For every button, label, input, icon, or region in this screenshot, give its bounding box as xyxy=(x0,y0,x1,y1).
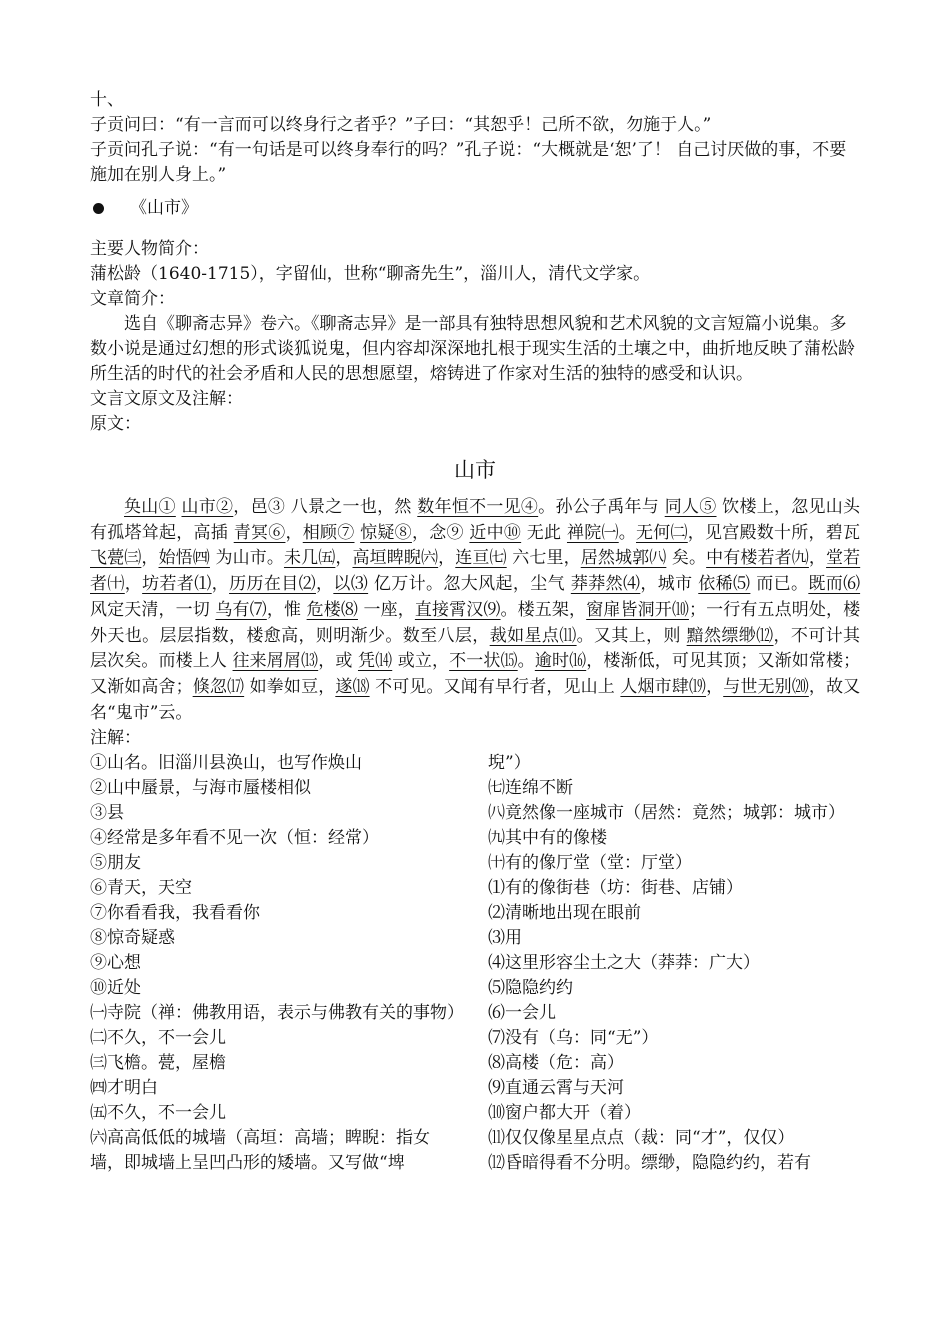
text-segment: ， xyxy=(285,522,303,543)
annotated-term: 莽莽然⑷ xyxy=(570,574,641,595)
note-item: ⑤朋友 xyxy=(90,853,141,874)
note-item: ㈡不久，不一会儿 xyxy=(90,1028,226,1049)
text-segment: 或立， xyxy=(392,651,450,672)
annotated-term: 堂若者㈩ xyxy=(90,548,861,595)
annotated-term: 历历在目⑵ xyxy=(229,574,316,595)
note-item: ⑾仅仅像星星点点（裁：同“才”，仅仅） xyxy=(488,1128,795,1149)
text-segment: 。 xyxy=(517,651,535,672)
annotated-term: 青冥⑥ xyxy=(233,522,286,543)
annotated-term: 近中⑩ xyxy=(469,522,522,543)
annotated-term: 中有楼若者㈨ xyxy=(706,548,809,569)
bullet-title: 《山市》 xyxy=(130,198,198,218)
note-item: ㈥高高低低的城墙（高垣：高墙；睥睨：指女墙，即城墙上呈凹凸形的矮墙。又写做“埤 xyxy=(90,1128,430,1174)
annotated-term: 以⑶ xyxy=(333,574,369,595)
text-segment: ，不可计其层次矣。而楼上人 xyxy=(90,625,861,672)
annotated-term: 山市② xyxy=(181,497,234,517)
text-segment: ，故又名“鬼市”云。 xyxy=(90,676,861,723)
note-item: ⑧惊奇疑惑 xyxy=(90,928,175,949)
text-segment: 为山市。 xyxy=(209,548,284,569)
text-segment: ， xyxy=(315,574,334,595)
note-item: ⑩近处 xyxy=(90,978,141,999)
text-segment: ， xyxy=(335,548,353,569)
annotated-term: 与世无别⒇ xyxy=(723,676,809,697)
annotated-term: 坊若者⑴ xyxy=(142,574,212,595)
note-item: ⑨心想 xyxy=(90,953,141,974)
notes-right-column xyxy=(488,751,860,1176)
annotated-term: 同人⑤ xyxy=(664,497,717,517)
text-segment: ， xyxy=(141,548,159,569)
annotated-term: 数年恒不一见④ xyxy=(417,497,539,517)
note-item: ㈩有的像厅堂（堂：厅堂） xyxy=(488,853,692,874)
notes-left-column xyxy=(90,751,462,1176)
note-item: 堄”） xyxy=(488,753,531,774)
annotated-term: 乌有⑺ xyxy=(215,599,267,620)
text-segment: ， xyxy=(808,548,827,569)
annotated-term: 始悟㈣ xyxy=(158,548,210,569)
note-item: ⑹一会儿 xyxy=(488,1003,556,1024)
text-segment: ， xyxy=(211,574,230,595)
annotated-term: 逾时⒃ xyxy=(534,651,587,672)
text-segment: ，邑③ 八景之一也，然 xyxy=(233,497,418,517)
note-item: ⑷这里形容尘土之大（莽莽：广大） xyxy=(488,953,760,974)
text-segment: 。又其上，则 xyxy=(576,625,687,646)
annotated-term: 遂⒅ xyxy=(335,676,370,697)
character-heading: 主要人物简介： xyxy=(90,239,209,259)
annotated-term: 无何㈡ xyxy=(636,522,688,543)
text-segment: 。 xyxy=(618,522,636,543)
note-item: ①山名。旧淄川县涣山，也写作焕山 xyxy=(90,753,362,774)
annotated-term: 直接霄汉⑼ xyxy=(414,599,501,620)
note-item: ⑻高楼（危：高） xyxy=(488,1053,624,1074)
annotated-term: 奂山① xyxy=(124,497,176,517)
text-segment: ，惟 xyxy=(266,599,307,620)
text-segment: 亿万计。忽大风起，尘气 xyxy=(368,574,571,595)
wenyan-heading: 文言文原文及注解： xyxy=(90,389,243,409)
document-page xyxy=(90,88,860,1176)
note-item: ⑸隐隐约约 xyxy=(488,978,573,999)
text-segment: 。楼五架， xyxy=(500,599,587,620)
bullet-dot-icon xyxy=(93,203,104,214)
note-item: ⑼直通云霄与天河 xyxy=(488,1078,624,1099)
note-item: ㈢飞檐。甍，屋檐 xyxy=(90,1053,226,1074)
annotated-term: 危楼⑻ xyxy=(306,599,358,620)
note-item: ⑺没有（乌：同“无”） xyxy=(488,1028,659,1049)
text-segment: 不可见。又闻有早行者，见山上 xyxy=(369,676,621,697)
note-item: ㈦连绵不断 xyxy=(488,778,573,799)
note-item: ⑦你看看我，我看看你 xyxy=(90,903,260,924)
note-item: ㈣才明白 xyxy=(90,1078,158,1099)
text-segment: 矣。 xyxy=(666,548,707,569)
annotated-term: 既而⑹ xyxy=(808,574,861,595)
note-item: ㈨其中有的像楼 xyxy=(488,828,607,849)
note-item: ⑥青天，天空 xyxy=(90,878,192,899)
annotated-term: 裁如星点⑾ xyxy=(489,625,577,646)
annotated-term: 倏忽⒄ xyxy=(192,676,245,697)
annotated-term: 依稀⑸ xyxy=(698,574,751,595)
text-segment: ， xyxy=(706,676,724,697)
text-segment: 风定天清，一切 xyxy=(90,599,216,620)
annotated-term: 黯然缥缈⑿ xyxy=(686,625,774,646)
text-segment: ， xyxy=(124,574,143,595)
annotated-term: 往来屑屑⒀ xyxy=(232,651,319,672)
original-text xyxy=(90,495,860,726)
lunyu-translation: 子贡问孔子说：“有一句话是可以终身奉行的吗？”孔子说：“大概就是‘恕’了！ 自己讨厌做的事，不要施加在别人身上。” xyxy=(90,140,847,185)
text-segment: 一座， xyxy=(357,599,415,620)
annotated-term: 人烟市肆⒆ xyxy=(620,676,707,697)
note-item: ㈠寺院（禅：佛教用语，表示与佛教有关的事物） xyxy=(90,1003,464,1024)
annotated-term: 禅院㈠ xyxy=(566,522,619,543)
annotated-term: 凭⒁ xyxy=(357,651,393,672)
text-segment: 而已。 xyxy=(750,574,809,595)
note-item: ⑶用 xyxy=(488,928,522,949)
note-item: ⑿昏暗得看不分明。缥缈，隐隐约约，若有 xyxy=(488,1153,811,1174)
note-item: ⑵清晰地出现在眼前 xyxy=(488,903,641,924)
text-title: 山市 xyxy=(454,458,496,482)
text-segment: ，城市 xyxy=(640,574,699,595)
section-number: 十、 xyxy=(90,90,124,110)
text-segment: ，见宫殿数十所，碧瓦 xyxy=(687,522,861,543)
annotated-term: 飞甍㈢ xyxy=(90,548,142,569)
text-segment: ， xyxy=(438,548,456,569)
note-item: ③县 xyxy=(90,803,124,824)
annotated-term: 窗扉皆洞开⑽ xyxy=(586,599,689,620)
note-item: ㈧竟然像一座城市（居然：竟然；城郭：城市） xyxy=(488,803,845,824)
text-segment: 。孙公子禹年与 xyxy=(538,497,665,517)
note-item: ⑽窗户都大开（着） xyxy=(488,1103,641,1124)
note-item: ②山中蜃景，与海市蜃楼相似 xyxy=(90,778,311,799)
notes-columns xyxy=(90,751,860,1176)
lunyu-quote: 子贡问曰：“有一言而可以终身行之者乎？”子曰：“其恕乎！己所不欲，勿施于人。” xyxy=(90,115,712,135)
note-item: ㈤不久，不一会儿 xyxy=(90,1103,226,1124)
text-segment: ，念⑨ xyxy=(411,522,470,543)
text-segment: ；一行有五点明处，楼外天也。层层指数，楼愈高，则明渐少。数至八层， xyxy=(90,599,861,646)
annotated-term: 相顾⑦ xyxy=(302,522,355,543)
original-heading: 原文： xyxy=(90,414,141,434)
text-segment: ，或 xyxy=(318,651,358,672)
annotated-term: 连亘㈦ xyxy=(455,548,507,569)
annotated-term: 高垣睥睨㈥ xyxy=(352,548,439,569)
text-segment: 如拳如豆， xyxy=(244,676,336,697)
annotated-term: 居然城郭㈧ xyxy=(580,548,667,569)
annotated-term: 未几㈤ xyxy=(283,548,336,569)
note-item: ④经常是多年看不见一次（恒：经常） xyxy=(90,828,379,849)
note-item: ⑴有的像街巷（坊：街巷、店铺） xyxy=(488,878,743,899)
text-segment: 六七里， xyxy=(506,548,581,569)
text-segment: 饮楼上，忽见山头有孤塔耸起，高插 xyxy=(90,497,861,543)
notes-heading: 注解： xyxy=(90,728,141,749)
annotated-term: 不一状⒂ xyxy=(449,651,518,672)
article-heading: 文章简介： xyxy=(90,289,175,309)
article-intro: 选自《聊斋志异》卷六。《聊斋志异》是一部具有独特思想风貌和艺术风貌的文言短篇小说集。多数小说是通过幻想的形式谈狐说鬼，但内容却深深地扎根于现实生活的土壤之中，曲折地反映了蒲松龄所生活的时代的社会矛盾和人民的思想愿望，熔铸进了作家对生活的独特的感受和认识。 xyxy=(90,314,855,384)
annotated-term: 惊疑⑧ xyxy=(360,522,412,543)
bullet-heading xyxy=(90,196,860,221)
text-segment: ，楼渐低，可见其顶；又渐如常楼；又渐如高舍； xyxy=(90,651,861,697)
text-segment: 无此 xyxy=(521,522,567,543)
character-intro: 蒲松龄（1640-1715），字留仙，世称“聊斋先生”，淄川人，清代文学家。 xyxy=(90,264,651,284)
